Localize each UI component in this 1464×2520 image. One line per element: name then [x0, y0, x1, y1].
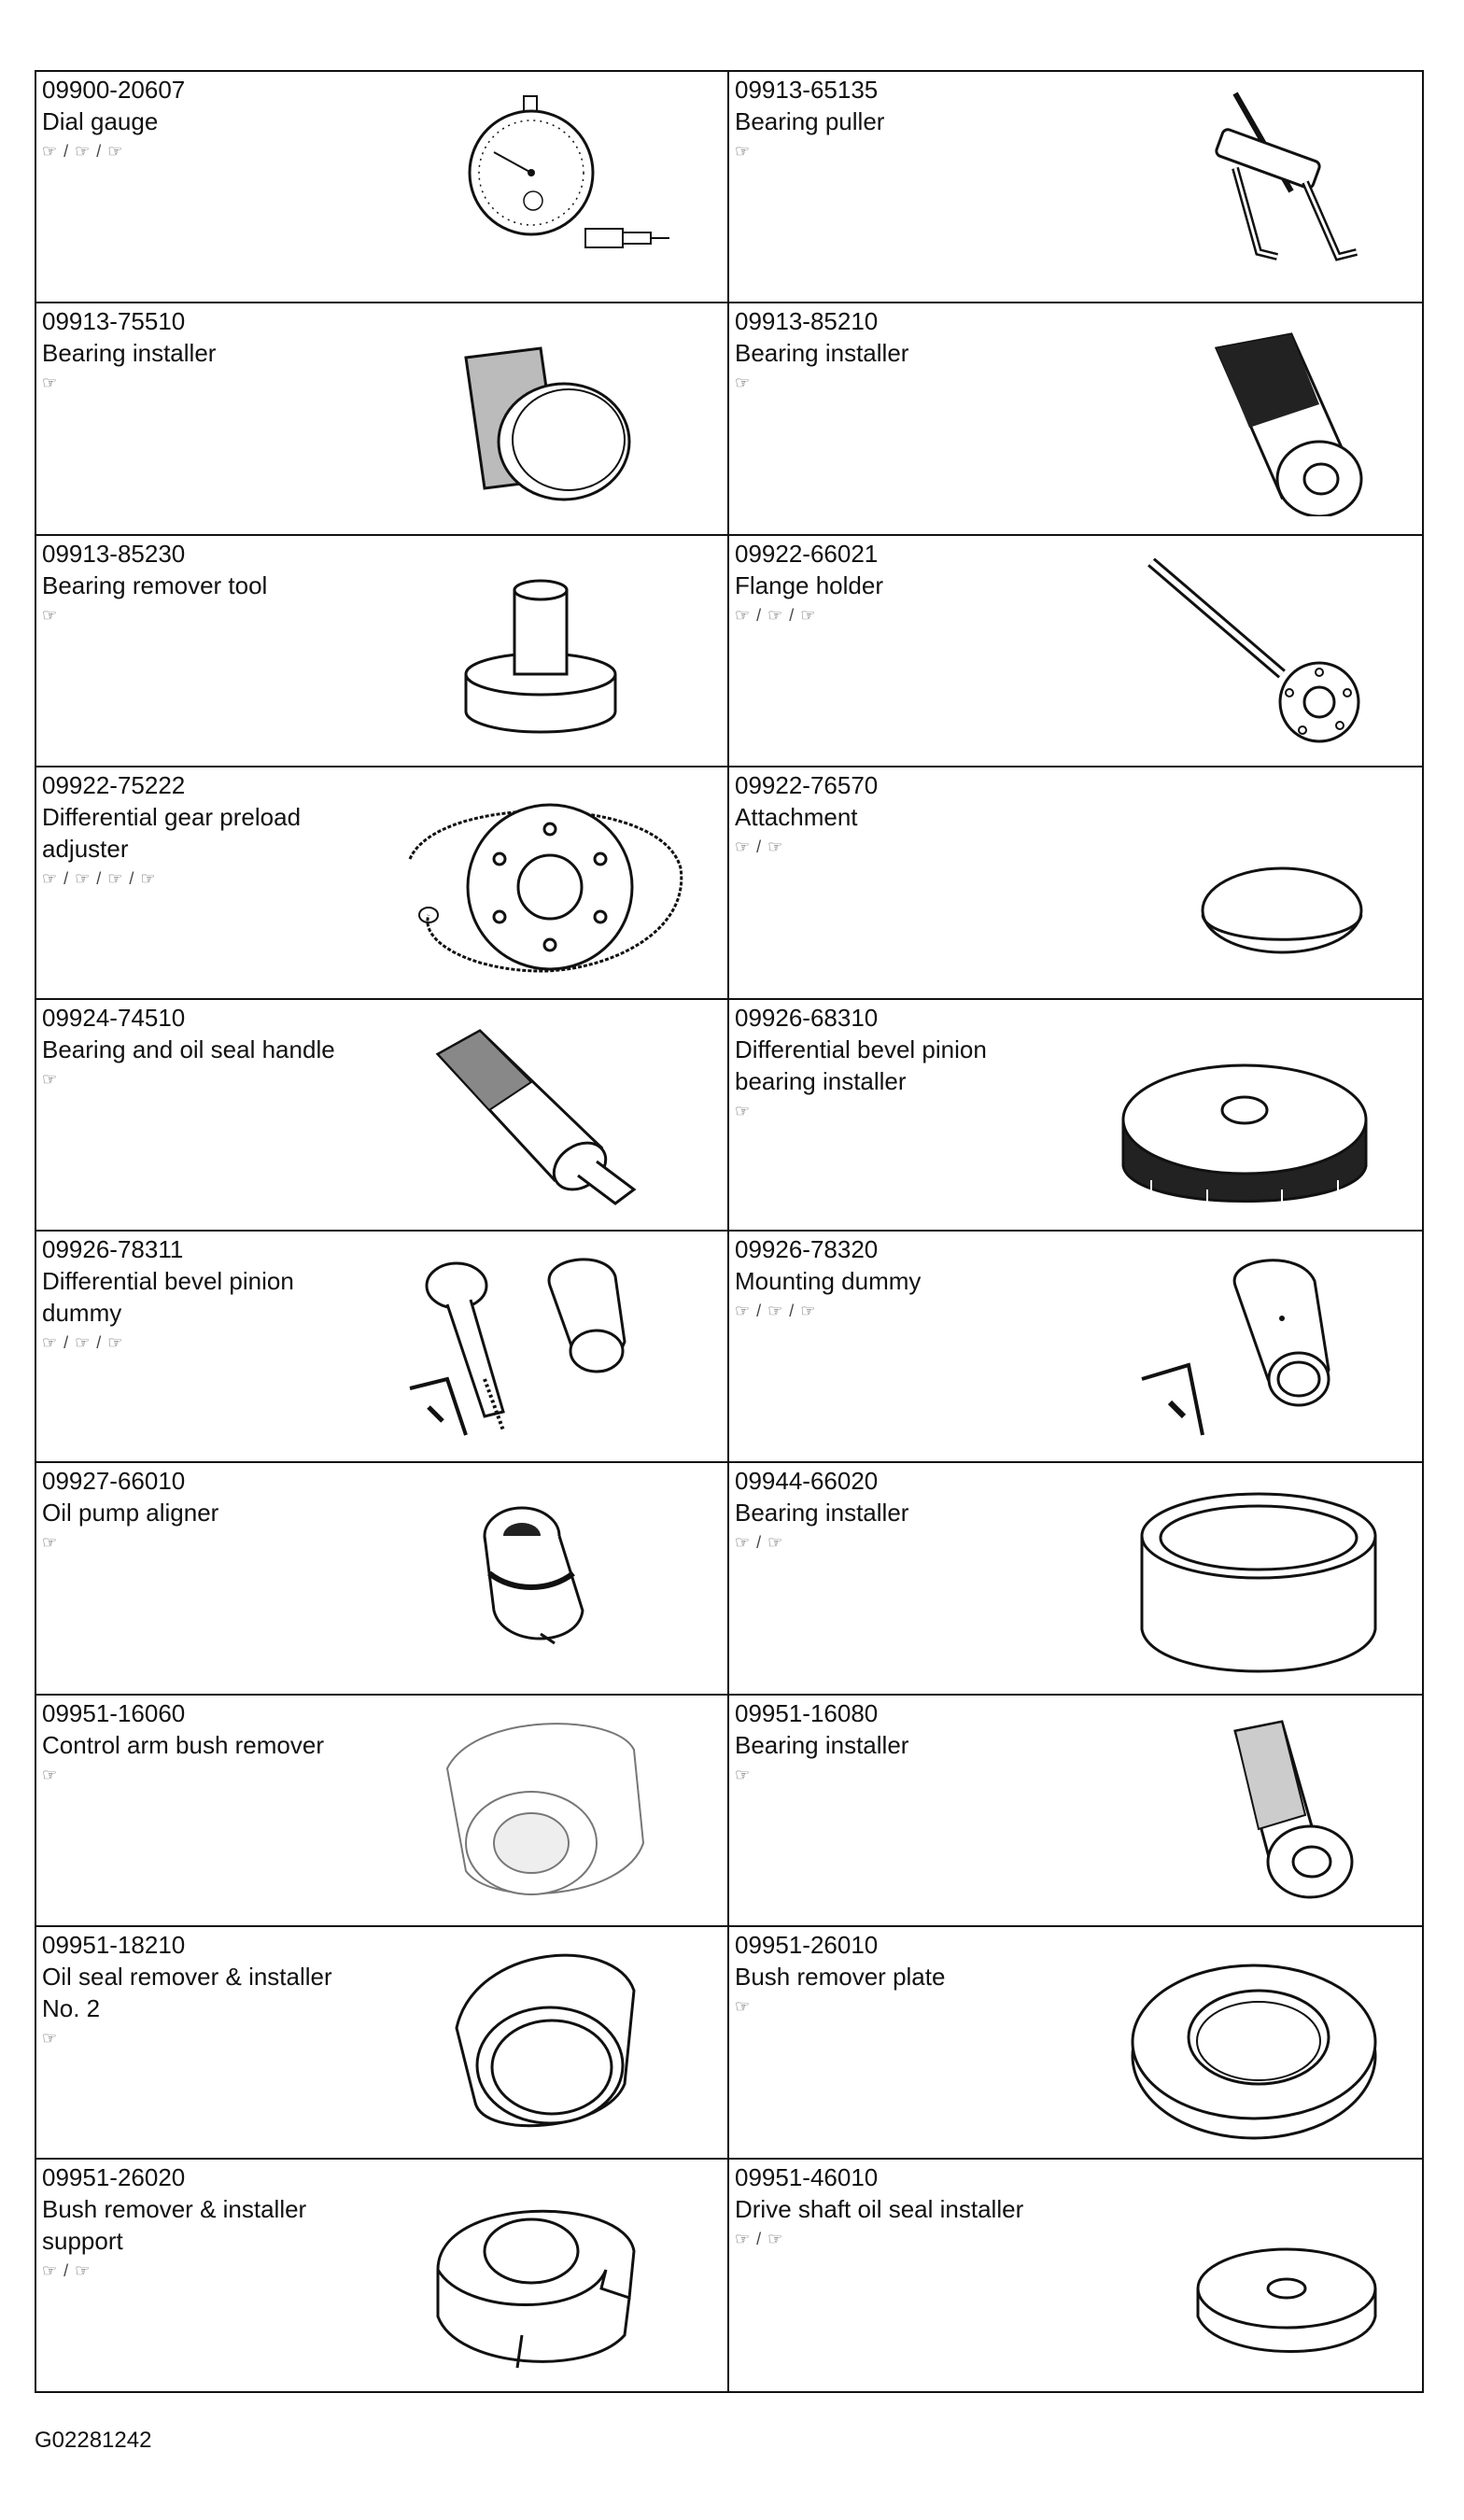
- figure-code: G02281242: [35, 2428, 152, 2453]
- reference-marks: ☞ / ☞: [735, 1533, 784, 1553]
- tool-part-number: 09922-75222: [42, 771, 186, 800]
- short-sleeve-icon: [401, 1944, 690, 2140]
- reference-marks: ☞ / ☞ / ☞: [735, 605, 817, 625]
- tool-cell: [36, 1232, 729, 1463]
- stepped-puck-icon: [401, 553, 690, 749]
- reference-marks: ☞: [42, 373, 59, 393]
- flange-holder-icon: [1095, 553, 1385, 749]
- tool-cell: [36, 1463, 729, 1695]
- tool-name: Flange holder: [735, 570, 883, 599]
- tool-part-number: 09926-78311: [42, 1234, 184, 1263]
- tool-cell: [729, 536, 1422, 767]
- tool-part-number: 09944-66020: [735, 1467, 879, 1496]
- tool-name: Bearing installer: [735, 339, 909, 368]
- reference-marks: ☞ / ☞ / ☞ / ☞: [42, 869, 157, 889]
- tool-cell: [36, 1696, 729, 1927]
- reference-marks: ☞: [42, 1069, 59, 1089]
- flat-disc-icon: [1095, 784, 1385, 980]
- tool-name: Mounting dummy: [735, 1266, 922, 1295]
- tool-name: Bush remover plate: [735, 1963, 946, 1992]
- reference-marks: ☞ / ☞ / ☞: [42, 1332, 124, 1352]
- tool-part-number: 09913-85230: [42, 539, 186, 568]
- tool-part-number: 09927-66010: [42, 1467, 186, 1496]
- tool-cell: [729, 767, 1422, 999]
- reference-marks: ☞: [42, 1533, 59, 1553]
- tool-cell: [36, 1000, 729, 1232]
- tool-part-number: 09922-76570: [735, 771, 879, 800]
- tool-part-number: 09951-26010: [735, 1931, 879, 1960]
- reference-marks: ☞ / ☞: [735, 2229, 784, 2248]
- reference-marks: ☞ / ☞: [42, 2260, 92, 2280]
- tool-part-number: 09926-78320: [735, 1234, 879, 1263]
- tool-name: Bearing and oil seal handle: [42, 1035, 335, 1063]
- tool-cell: [729, 72, 1422, 303]
- bearing-installer-icon: [401, 320, 690, 516]
- reference-marks: ☞: [735, 1765, 752, 1784]
- tool-name: Oil seal remover & installer No. 2: [42, 1963, 332, 2023]
- tool-cell: [729, 1232, 1422, 1463]
- tool-name: Attachment: [735, 803, 858, 832]
- special-tools-table: [35, 70, 1424, 2393]
- reference-marks: ☞ / ☞: [735, 838, 784, 857]
- tool-cell: [36, 2160, 729, 2391]
- dial-gauge-icon: [401, 89, 690, 285]
- tool-name: Control arm bush remover: [42, 1730, 324, 1759]
- knurled-tube-icon: [1095, 320, 1385, 516]
- preload-adjuster-icon: [401, 784, 690, 980]
- tool-cell: [729, 1463, 1422, 1695]
- pinion-dummy-icon: [401, 1248, 690, 1444]
- tool-name: Differential bevel pinion dummy: [42, 1266, 294, 1327]
- tool-name: Bearing installer: [735, 1730, 909, 1759]
- bearing-puller-icon: [1095, 89, 1385, 285]
- tool-part-number: 09922-66021: [735, 539, 879, 568]
- thick-ring-icon: [1095, 1017, 1385, 1213]
- tool-name: Bearing puller: [735, 107, 885, 135]
- reference-marks: ☞: [42, 2029, 59, 2048]
- tool-name: Differential gear preload adjuster: [42, 803, 302, 864]
- tool-part-number: 09951-26020: [42, 2162, 186, 2191]
- tool-part-number: 09913-85210: [735, 307, 879, 336]
- tool-part-number: 09924-74510: [42, 1003, 186, 1032]
- tool-cell: [36, 303, 729, 535]
- small-washer-icon: [1095, 2176, 1385, 2372]
- tool-name: Bush remover & installer support: [42, 2194, 307, 2255]
- tool-cell: [36, 536, 729, 767]
- tool-part-number: 09900-20607: [42, 76, 186, 104]
- tool-name: Oil pump aligner: [42, 1499, 219, 1527]
- tool-cell: [729, 1696, 1422, 1927]
- tool-name: Drive shaft oil seal installer: [735, 2194, 1024, 2223]
- tool-name: Dial gauge: [42, 107, 159, 135]
- mounting-dummy-icon: [1095, 1248, 1385, 1444]
- notched-support-icon: [401, 2176, 690, 2372]
- reference-marks: ☞: [42, 605, 59, 625]
- tool-name: Bearing installer: [735, 1499, 909, 1527]
- tool-part-number: 09913-65135: [735, 76, 879, 104]
- tool-name: Bearing remover tool: [42, 570, 268, 599]
- tool-part-number: 09951-46010: [735, 2162, 879, 2191]
- knurled-tube-small-icon: [1095, 1712, 1385, 1908]
- tool-name: Differential bevel pinion bearing installer: [735, 1035, 987, 1095]
- tool-cell: [729, 303, 1422, 535]
- reference-marks: ☞: [735, 1101, 752, 1120]
- tool-cell: [36, 1927, 729, 2159]
- tool-cell: [729, 2160, 1422, 2391]
- remover-plate-icon: [1095, 1944, 1385, 2140]
- tool-part-number: 09951-16060: [42, 1698, 186, 1727]
- reference-marks: ☞: [42, 1765, 59, 1784]
- reference-marks: ☞ / ☞ / ☞: [42, 142, 124, 161]
- tool-part-number: 09926-68310: [735, 1003, 879, 1032]
- wide-ring-icon: [1095, 1480, 1385, 1676]
- reference-marks: ☞: [735, 373, 752, 393]
- bush-remover-cup-icon: [401, 1712, 690, 1908]
- seal-handle-icon: [401, 1017, 690, 1213]
- tool-part-number: 09913-75510: [42, 307, 186, 336]
- reference-marks: ☞: [735, 1997, 752, 2017]
- reference-marks: ☞ / ☞ / ☞: [735, 1301, 817, 1320]
- tool-part-number: 09951-16080: [735, 1698, 879, 1727]
- pump-aligner-icon: [401, 1480, 690, 1676]
- tool-cell: [729, 1000, 1422, 1232]
- tool-cell: [729, 1927, 1422, 2159]
- tool-part-number: 09951-18210: [42, 1931, 186, 1960]
- reference-marks: ☞: [735, 142, 752, 161]
- tool-name: Bearing installer: [42, 339, 217, 368]
- tool-cell: [36, 72, 729, 303]
- tool-cell: [36, 767, 729, 999]
